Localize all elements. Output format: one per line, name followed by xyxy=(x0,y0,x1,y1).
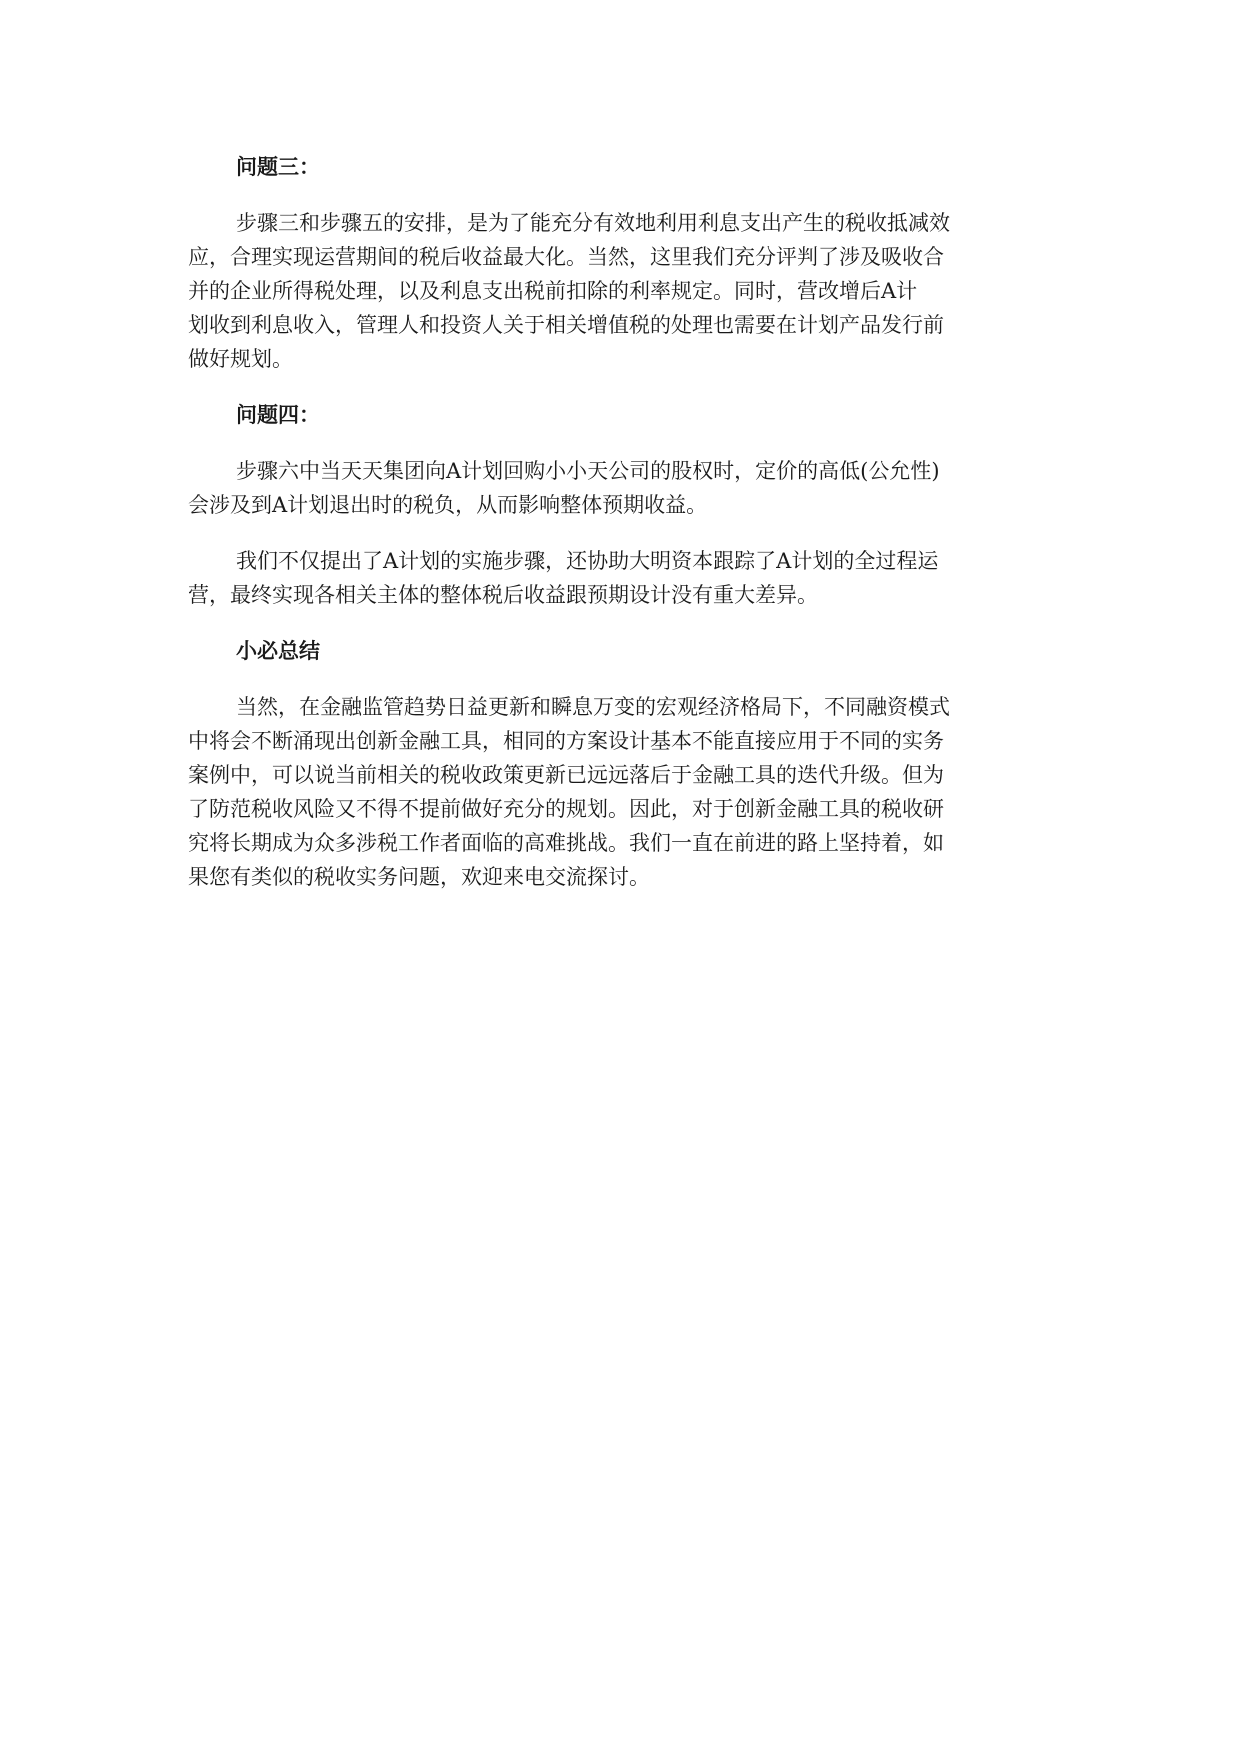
text-line: 当然，在金融监管趋势日益更新和瞬息万变的宏观经济格局下，不同融资模式 xyxy=(236,695,950,719)
text-line: 案例中，可以说当前相关的税收政策更新已远远落后于金融工具的迭代升级。但为 xyxy=(188,763,944,787)
section-heading-q4: 问题四： xyxy=(236,403,320,427)
text-line: 步骤三和步骤五的安排，是为了能充分有效地利用利息支出产生的税收抵减效 xyxy=(236,211,950,235)
text-line: 中将会不断涌现出创新金融工具，相同的方案设计基本不能直接应用于不同的实务 xyxy=(188,729,944,753)
paragraph-summary xyxy=(188,690,1058,894)
paragraph-q4-2 xyxy=(188,544,1058,612)
section-heading-q3: 问题三： xyxy=(236,155,320,179)
text-line: 步骤六中当天天集团向A计划回购小小天公司的股权时，定价的高低(公允性) xyxy=(236,459,940,483)
paragraph-q3 xyxy=(188,206,1058,376)
text-line: 做好规划。 xyxy=(188,347,293,371)
section-heading-summary: 小必总结 xyxy=(236,639,320,663)
text-line: 并的企业所得税处理，以及利息支出税前扣除的利率规定。同时，营改增后A计 xyxy=(188,279,918,303)
text-line: 了防范税收风险又不得不提前做好充分的规划。因此，对于创新金融工具的税收研 xyxy=(188,797,944,821)
text-line: 我们不仅提出了A计划的实施步骤，还协助大明资本跟踪了A计划的全过程运 xyxy=(236,549,939,573)
document-body xyxy=(188,150,1058,916)
text-line: 营，最终实现各相关主体的整体税后收益跟预期设计没有重大差异。 xyxy=(188,583,818,607)
text-line: 果您有类似的税收实务问题，欢迎来电交流探讨。 xyxy=(188,865,650,889)
text-line: 究将长期成为众多涉税工作者面临的高难挑战。我们一直在前进的路上坚持着，如 xyxy=(188,831,944,855)
text-line: 应，合理实现运营期间的税后收益最大化。当然，这里我们充分评判了涉及吸收合 xyxy=(188,245,944,269)
paragraph-q4-1 xyxy=(188,454,1058,522)
text-line: 会涉及到A计划退出时的税负，从而影响整体预期收益。 xyxy=(188,493,708,517)
text-line: 划收到利息收入，管理人和投资人关于相关增值税的处理也需要在计划产品发行前 xyxy=(188,313,944,337)
